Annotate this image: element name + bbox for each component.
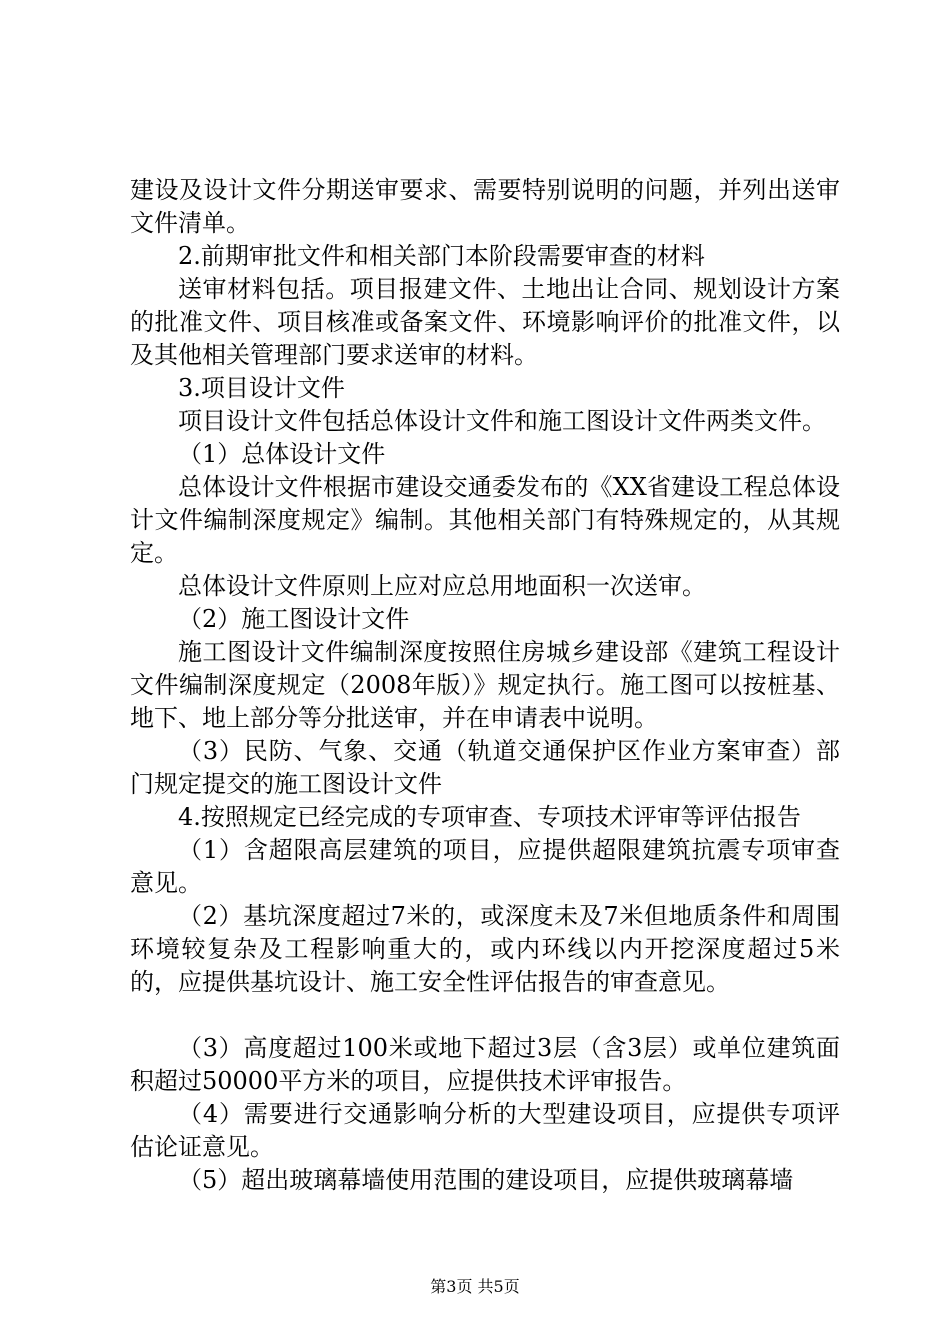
- paragraph: （5）超出玻璃幕墙使用范围的建设项目，应提供玻璃幕墙: [178, 1166, 794, 1194]
- paragraph: （4）需要进行交通影响分析的大型建设项目，应提供专项评估论证意见。: [130, 1100, 840, 1161]
- blank-line: [130, 999, 840, 1032]
- paragraph: 送审材料包括。项目报建文件、土地出让合同、规划设计方案的批准文件、项目核准或备案文件、环境影响评价的批准文件，以及其他相关管理部门要求送审的材料。: [130, 275, 840, 369]
- section-heading: 2.前期审批文件和相关部门本阶段需要审查的材料: [178, 242, 705, 270]
- paragraph: 施工图设计文件编制深度按照住房城乡建设部《建筑工程设计文件编制深度规定（2008年版）》规定执行。施工图可以按桩基、地下、地上部分等分批送审，并在申请表中说明。: [130, 638, 840, 732]
- paragraph: （3）高度超过100米或地下超过3层（含3层）或单位建筑面积超过50000平方米的项目，应提供技术评审报告。: [130, 1034, 840, 1095]
- paragraph: 建设及设计文件分期送审要求、需要特别说明的问题，并列出送审文件清单。: [130, 176, 840, 237]
- section-heading: 4.按照规定已经完成的专项审查、专项技术评审等评估报告: [178, 803, 801, 831]
- paragraph: （1）含超限高层建筑的项目，应提供超限建筑抗震专项审查意见。: [130, 836, 840, 897]
- paragraph: 项目设计文件包括总体设计文件和施工图设计文件两类文件。: [178, 407, 826, 435]
- page-footer: 第3页 共5页: [430, 1277, 520, 1296]
- section-heading: 3.项目设计文件: [178, 374, 345, 402]
- paragraph: 总体设计文件根据市建设交通委发布的《XX省建设工程总体设计文件编制深度规定》编制。其他相关部门有特殊规定的，从其规定。: [130, 473, 840, 567]
- paragraph: （2）基坑深度超过7米的，或深度未及7米但地质条件和周围环境较复杂及工程影响重大的，或内环线以内开挖深度超过5米的，应提供基坑设计、施工安全性评估报告的审查意见。: [130, 902, 840, 996]
- paragraph: 总体设计文件原则上应对应总用地面积一次送审。: [178, 572, 706, 600]
- subsection-heading: （2）施工图设计文件: [178, 605, 410, 633]
- document-body: [130, 174, 840, 1197]
- subsection-heading: （1）总体设计文件: [178, 440, 386, 468]
- paragraph: （3）民防、气象、交通（轨道交通保护区作业方案审查）部门规定提交的施工图设计文件: [130, 737, 840, 798]
